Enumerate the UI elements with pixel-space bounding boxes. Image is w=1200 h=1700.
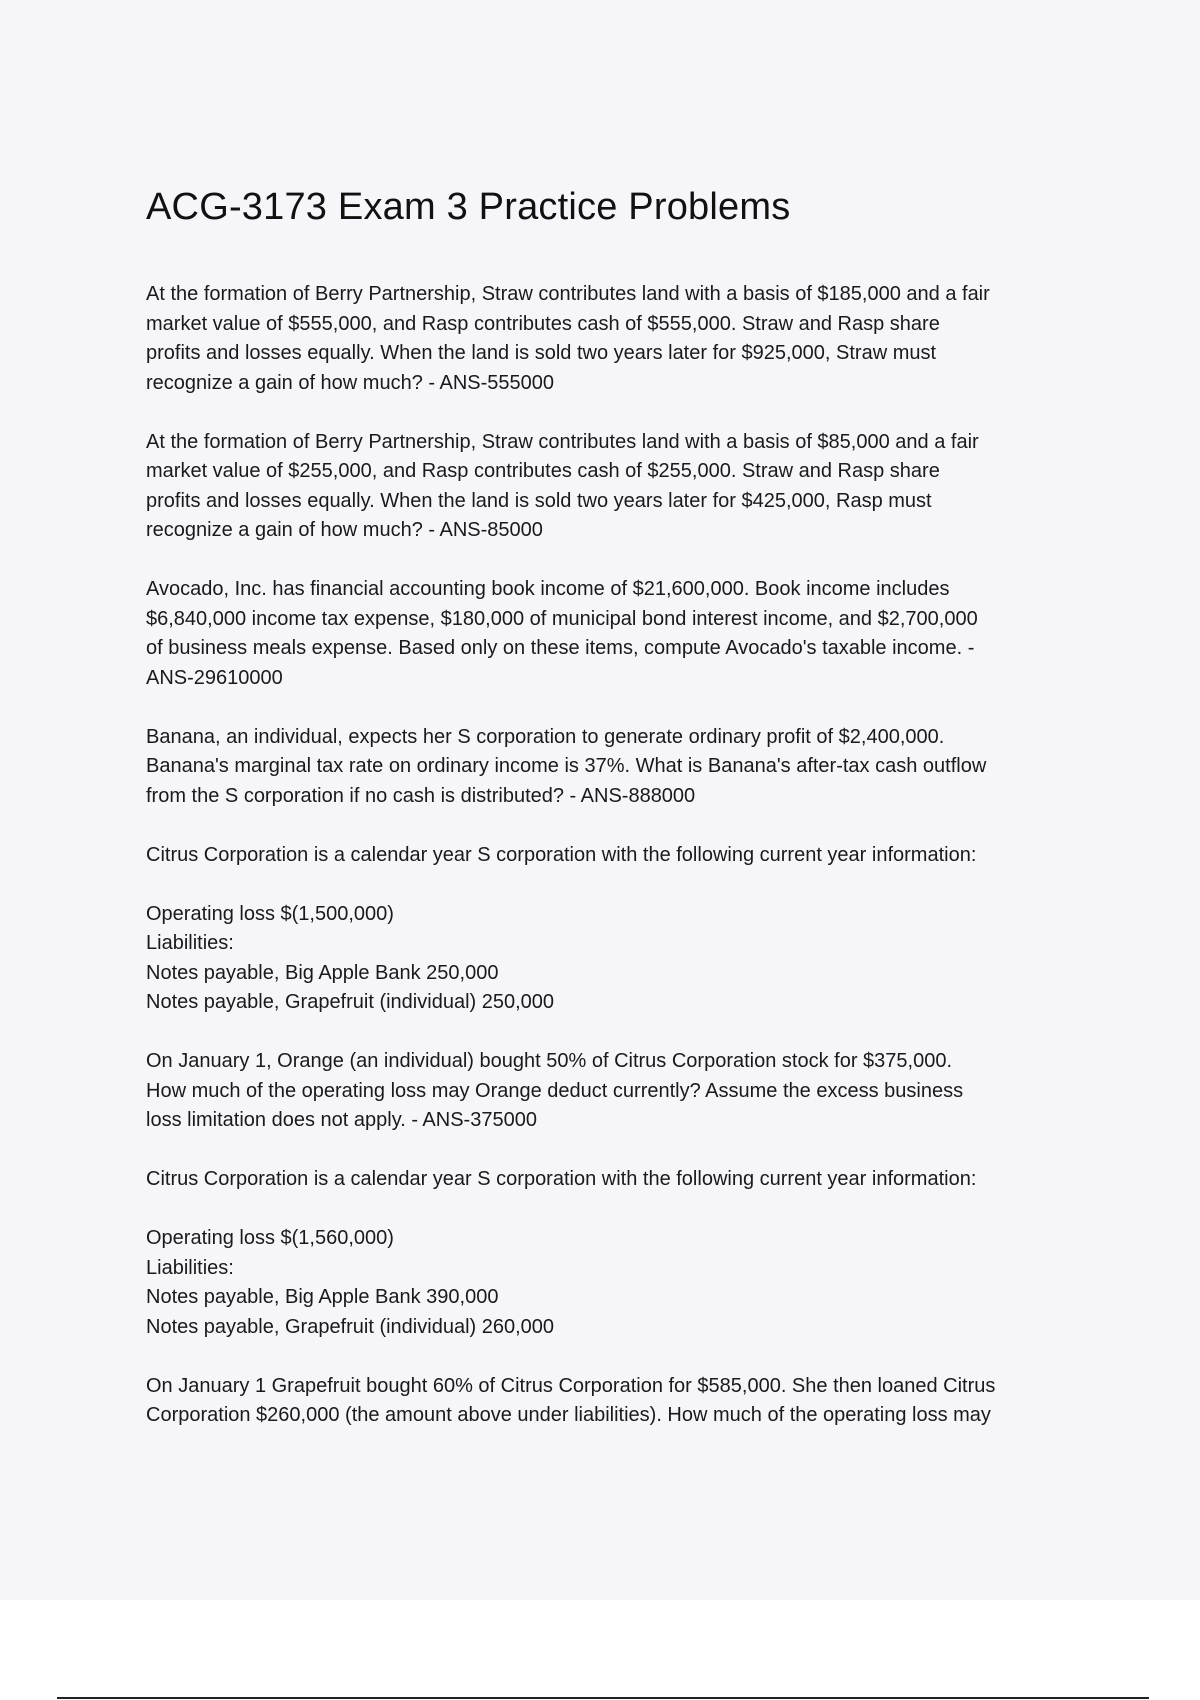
paragraph — [146, 428, 1096, 546]
paragraph — [146, 1224, 1096, 1342]
text-line: Banana, an individual, expects her S corporation to generate ordinary profit of $2,400,000. — [146, 725, 945, 748]
text-line: recognize a gain of how much? - ANS-85000 — [146, 519, 543, 541]
paragraph — [146, 1165, 1096, 1195]
text-line: Notes payable, Big Apple Bank 390,000 — [146, 1286, 499, 1308]
text-line: On January 1, Orange (an individual) bought 50% of Citrus Corporation stock for $375,000. — [146, 1050, 953, 1072]
text-line: How much of the operating loss may Orange deduct currently? Assume the excess business — [146, 1079, 964, 1102]
paragraph — [146, 280, 1096, 398]
text-line: Corporation $260,000 (the amount above under liabilities). How much of the operating loss may — [146, 1404, 991, 1426]
text-line: Citrus Corporation is a calendar year S corporation with the following current year information: — [146, 843, 977, 866]
paragraph — [146, 723, 1096, 812]
text-line: Notes payable, Grapefruit (individual) 250,000 — [146, 991, 555, 1013]
text-line: profits and losses equally. When the land is sold two years later for $425,000, Rasp must — [146, 489, 932, 512]
text-line: from the S corporation if no cash is distributed? - ANS-888000 — [146, 784, 696, 807]
paragraph — [146, 900, 1096, 1018]
paragraph — [146, 1372, 1096, 1431]
text-line: loss limitation does not apply. - ANS-375000 — [146, 1109, 537, 1131]
text-line: profits and losses equally. When the land is sold two years later for $925,000, Straw must — [146, 342, 937, 364]
text-line: $6,840,000 income tax expense, $180,000 of municipal bond interest income, and $2,700,000 — [146, 607, 978, 630]
text-line: market value of $555,000, and Rasp contributes cash of $555,000. Straw and Rasp share — [146, 312, 940, 335]
text-line: Banana's marginal tax rate on ordinary income is 37%. What is Banana's after-tax cash outflow — [146, 755, 987, 777]
document-body — [146, 280, 1096, 1460]
text-line: market value of $255,000, and Rasp contributes cash of $255,000. Straw and Rasp share — [146, 460, 940, 482]
text-line: recognize a gain of how much? - ANS-555000 — [146, 371, 555, 394]
footer-divider — [57, 1697, 1149, 1699]
text-line: Liabilities: — [146, 932, 234, 954]
text-line: of business meals expense. Based only on these items, compute Avocado's taxable income. - — [146, 637, 975, 659]
text-line: At the formation of Berry Partnership, Straw contributes land with a basis of $85,000 and a fair — [146, 430, 979, 453]
text-line: Liabilities: — [146, 1256, 234, 1279]
paragraph — [146, 575, 1096, 693]
text-line: Notes payable, Grapefruit (individual) 260,000 — [146, 1315, 555, 1338]
text-line: Operating loss $(1,500,000) — [146, 902, 394, 925]
paragraph — [146, 841, 1096, 871]
text-line: On January 1 Grapefruit bought 60% of Citrus Corporation for $585,000. She then loaned Citrus — [146, 1374, 996, 1397]
text-line: Operating loss $(1,560,000) — [146, 1227, 394, 1249]
text-line: ANS-29610000 — [146, 666, 283, 689]
text-line: Avocado, Inc. has financial accounting book income of $21,600,000. Book income includes — [146, 578, 950, 600]
text-line: At the formation of Berry Partnership, Straw contributes land with a basis of $185,000 and a fair — [146, 283, 990, 305]
document-title: ACG-3173 Exam 3 Practice Problems — [146, 186, 791, 228]
paragraph — [146, 1047, 1096, 1136]
text-line: Citrus Corporation is a calendar year S corporation with the following current year information: — [146, 1168, 977, 1190]
text-line: Notes payable, Big Apple Bank 250,000 — [146, 961, 499, 984]
